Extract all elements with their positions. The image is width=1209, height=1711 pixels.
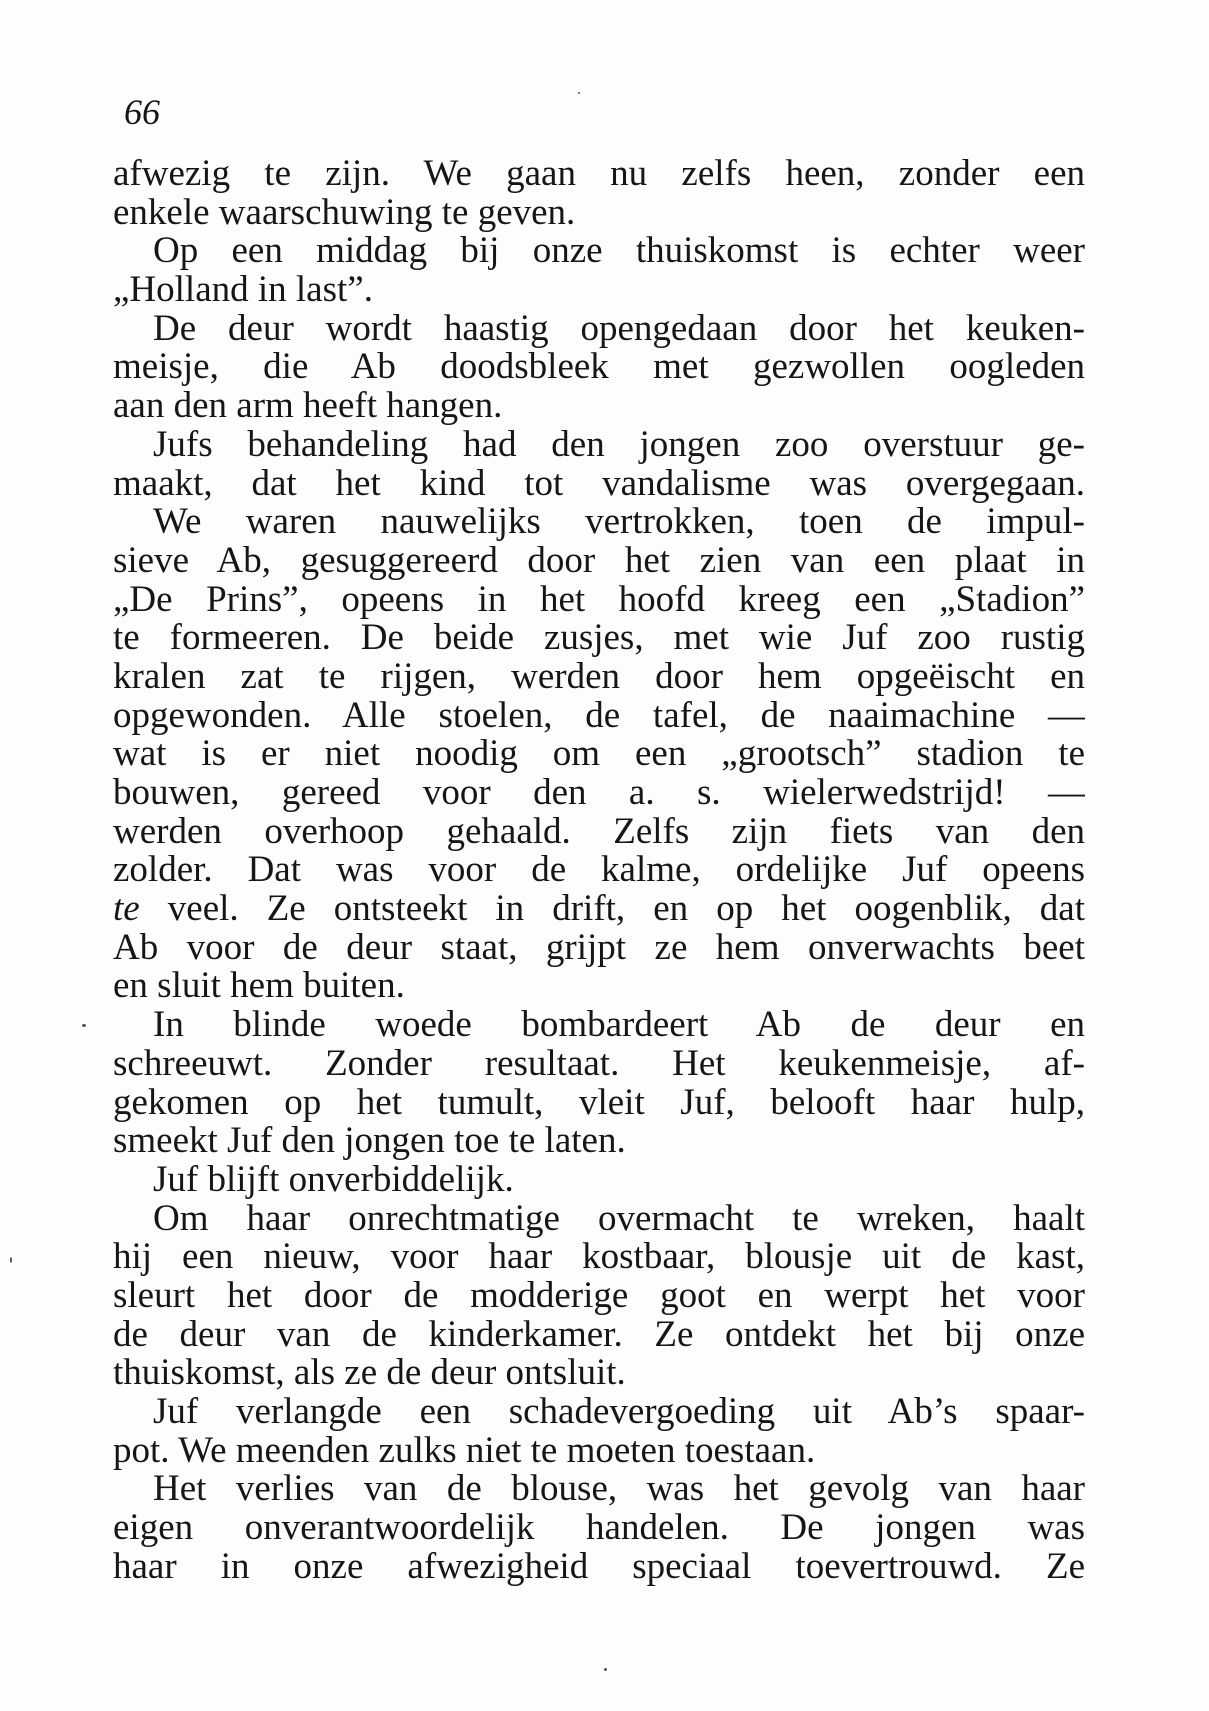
text-line: eigen onverantwoordelijk handelen. De jongen was (113, 1509, 1085, 1548)
text-line: sleurt het door de modderige goot en werpt het voor (113, 1276, 1085, 1316)
text-line: In blinde woede bombardeert Ab de deur en (153, 1006, 1085, 1045)
text-line: wat is er niet noodig om een „grootsch” stadion te (113, 735, 1085, 774)
page-number: 66 (124, 92, 160, 132)
text-line: sieve Ab, gesuggereerd door het zien van een plaat in (113, 541, 1085, 581)
text-line: meisje, die Ab doodsbleek met gezwollen oogleden (113, 348, 1085, 388)
text-line: Om haar onrechtmatige overmacht te wreken, haalt (153, 1199, 1085, 1239)
text-line: opgewonden. Alle stoelen, de tafel, de naaimachine — (113, 696, 1085, 736)
paper-speck (604, 1668, 607, 1671)
text-line: haar in onze afwezigheid speciaal toevertrouwd. Ze (113, 1547, 1085, 1587)
text-line: „Holland in last”. (113, 271, 373, 310)
paper-speck (10, 1257, 12, 1263)
text-line: Het verlies van de blouse, was het gevolg van haar (153, 1470, 1085, 1510)
text-line: werden overhoop gehaald. Zelfs zijn fiets van den (113, 812, 1085, 852)
text-line: Op een middag bij onze thuiskomst is echter weer (153, 232, 1085, 272)
text-line: hij een nieuw, voor haar kostbaar, blousje uit de kast, (113, 1238, 1085, 1277)
text-line: en sluit hem buiten. (113, 967, 405, 1007)
text-line: smeekt Juf den jongen toe te laten. (113, 1122, 626, 1161)
text-line: thuiskomst, als ze de deur ontsluit. (113, 1354, 626, 1393)
text-line: Jufs behandeling had den jongen zoo overstuur ge- (153, 425, 1085, 465)
text-line: „De Prins”, opeens in het hoofd kreeg een „Stadion” (113, 580, 1085, 620)
text-line: schreeuwt. Zonder resultaat. Het keukenmeisje, af- (113, 1044, 1085, 1084)
text-line: kralen zat te rijgen, werden door hem opgeëischt en (113, 657, 1085, 697)
text-line: aan den arm heeft hangen. (113, 387, 503, 426)
text-line-with-italic (113, 890, 1085, 929)
paper-speck (578, 92, 580, 94)
text-line: Juf blijft onverbiddelijk. (153, 1160, 514, 1200)
text-line: Juf verlangde een schadevergoeding uit Ab’s spaar- (153, 1393, 1085, 1432)
text-line: enkele waarschuwing te geven. (113, 193, 576, 233)
italic-word: te (113, 890, 140, 929)
text-line-rest: veel. Ze ontsteekt in drift, en op het oogenblik, dat (167, 890, 1085, 929)
text-line: afwezig te zijn. We gaan nu zelfs heen, zonder een (113, 155, 1085, 194)
text-line: gekomen op het tumult, vleit Juf, belooft haar hulp, (113, 1083, 1085, 1123)
text-line: de deur van de kinderkamer. Ze ontdekt het bij onze (113, 1315, 1085, 1355)
text-line: zolder. Dat was voor de kalme, ordelijke Juf opeens (113, 851, 1085, 891)
text-line: Ab voor de deur staat, grijpt ze hem onverwachts beet (113, 928, 1085, 968)
text-line: pot. We meenden zulks niet te moeten toestaan. (113, 1431, 816, 1471)
paper-speck (82, 1024, 86, 1027)
text-line: De deur wordt haastig opengedaan door het keuken- (153, 309, 1085, 349)
text-line: We waren nauwelijks vertrokken, toen de impul- (153, 503, 1085, 542)
text-line: maakt, dat het kind tot vandalisme was overgegaan. (113, 464, 1085, 504)
body-text (113, 155, 1085, 1586)
text-line: bouwen, gereed voor den a. s. wielerwedstrijd! — (113, 774, 1085, 813)
text-line: te formeeren. De beide zusjes, met wie Juf zoo rustig (113, 619, 1085, 658)
